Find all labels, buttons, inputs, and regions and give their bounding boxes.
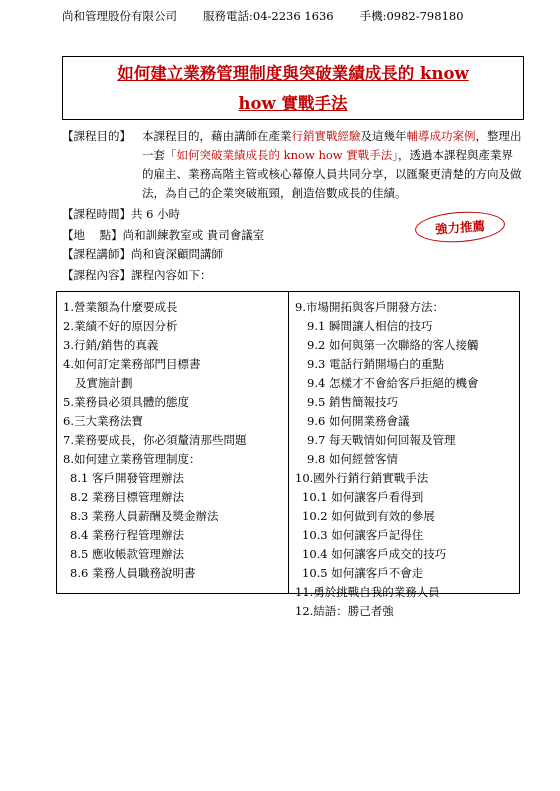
content-value: 課程內容如下： <box>131 268 212 282</box>
outline-item: 9.市場開拓與客戶開發方法： <box>295 300 444 314</box>
outline-subitem: 9.8 如何經營客情 <box>307 452 398 466</box>
course-title-box <box>62 56 524 120</box>
outline-item: 7.業務要成長，你必須釐清那些問題 <box>63 433 247 447</box>
course-purpose <box>62 127 524 200</box>
outline-item: 12.結語：勝己者強 <box>295 604 394 618</box>
outline-subitem: 8.6 業務人員職務說明書 <box>70 566 196 580</box>
outline-item: 3.行銷/銷售的真義 <box>63 338 159 352</box>
course-time <box>62 205 180 224</box>
course-place <box>62 226 264 245</box>
outline-left-column <box>57 292 289 593</box>
course-outline-table <box>56 291 520 618</box>
outline-subitem: 8.3 業務人員薪酬及獎金辦法 <box>70 509 219 523</box>
purpose-highlight-1: 行銷實戰經驗 <box>291 129 361 143</box>
outline-item: 8.如何建立業務管理制度： <box>63 452 201 466</box>
outline-item: 2.業績不好的原因分析 <box>63 319 178 333</box>
outline-subitem: 9.1 瞬間讓人相信的技巧 <box>307 319 433 333</box>
outline-subitem: 10.4 如何讓客戶成交的技巧 <box>302 547 447 561</box>
outline-subitem: 10.2 如何做到有效的參展 <box>302 509 435 523</box>
time-label: 【課程時間】 <box>62 207 131 221</box>
mobile-phone: 手機:0982-798180 <box>359 9 464 23</box>
place-label: 【地 點】 <box>62 228 123 242</box>
lecturer-label: 【課程講師】 <box>62 247 131 261</box>
purpose-label: 【課程目的】 <box>62 129 131 143</box>
course-lecturer <box>62 245 223 264</box>
outline-subitem: 10.3 如何讓客戶記得住 <box>302 528 424 542</box>
course-title-line1: 如何建立業務管理制度與突破業績成長的 know <box>117 64 469 83</box>
outline-item: 及實施計劃 <box>75 376 133 390</box>
outline-right-column <box>289 292 519 618</box>
purpose-text-3: ，整理出一套「 <box>142 129 522 162</box>
outline-item: 6.三大業務法寶 <box>63 414 143 428</box>
time-value: 共 6 小時 <box>131 207 181 221</box>
outline-subitem: 9.3 電話行銷開場白的重點 <box>307 357 444 371</box>
purpose-highlight-3: 如何突破業績成長的 know how 實戰手法 <box>176 148 393 162</box>
company-name: 尚和管理股份有限公司 <box>62 9 177 23</box>
outline-subitem: 8.2 業務目標管理辦法 <box>70 490 184 504</box>
outline-subitem: 10.1 如何讓客戶看得到 <box>302 490 424 504</box>
outline-subitem: 8.4 業務行程管理辦法 <box>70 528 184 542</box>
course-title-line2: how 實戰手法 <box>238 94 348 113</box>
outline-item: 10.國外行銷行銷實戰手法 <box>295 471 429 485</box>
outline-item: 11.勇於挑戰自我的業務人員 <box>295 585 440 599</box>
content-label: 【課程內容】 <box>62 268 131 282</box>
outline-subitem: 9.4 怎樣才不會給客戶拒絕的機會 <box>307 376 479 390</box>
outline-item: 5.業務員必須具體的態度 <box>63 395 189 409</box>
course-content-heading <box>62 266 212 285</box>
lecturer-value: 尚和資深顧問講師 <box>131 247 223 261</box>
outline-item: 4.如何訂定業務部門目標書 <box>63 357 201 371</box>
outline-item: 1.營業額為什麼要成長 <box>63 300 178 314</box>
place-value: 尚和訓練教室或 貴司會議室 <box>122 228 265 242</box>
outline-subitem: 9.6 如何開業務會議 <box>307 414 410 428</box>
purpose-highlight-2: 輔導成功案例 <box>406 129 476 143</box>
outline-subitem: 10.5 如何讓客戶不會走 <box>302 566 424 580</box>
purpose-text-2: 及這幾年 <box>360 129 407 143</box>
outline-subitem: 8.1 客戶開發管理辦法 <box>70 471 184 485</box>
outline-subitem: 8.5 應收帳款管理辦法 <box>70 547 184 561</box>
purpose-text-4: 」，透過本課程與產業界的雇主、業務高階主管或核心幕僚人員共同分享，以匯聚更清楚的方向及做法，為自己的企業突破瓶頸，創造倍數成長的佳績。 <box>142 148 522 200</box>
purpose-text <box>142 127 524 203</box>
outline-subitem: 9.2 如何與第一次聯絡的客人接觸 <box>307 338 479 352</box>
service-phone: 服務電話:04-2236 1636 <box>203 9 334 23</box>
recommend-stamp: 強力推薦 <box>414 209 506 245</box>
purpose-text-1: 本課程目的，藉由講師在產業 <box>142 129 292 143</box>
header-contact-line <box>62 8 522 24</box>
outline-subitem: 9.5 銷售簡報技巧 <box>307 395 398 409</box>
outline-subitem: 9.7 每天戰情如何回報及管理 <box>307 433 456 447</box>
